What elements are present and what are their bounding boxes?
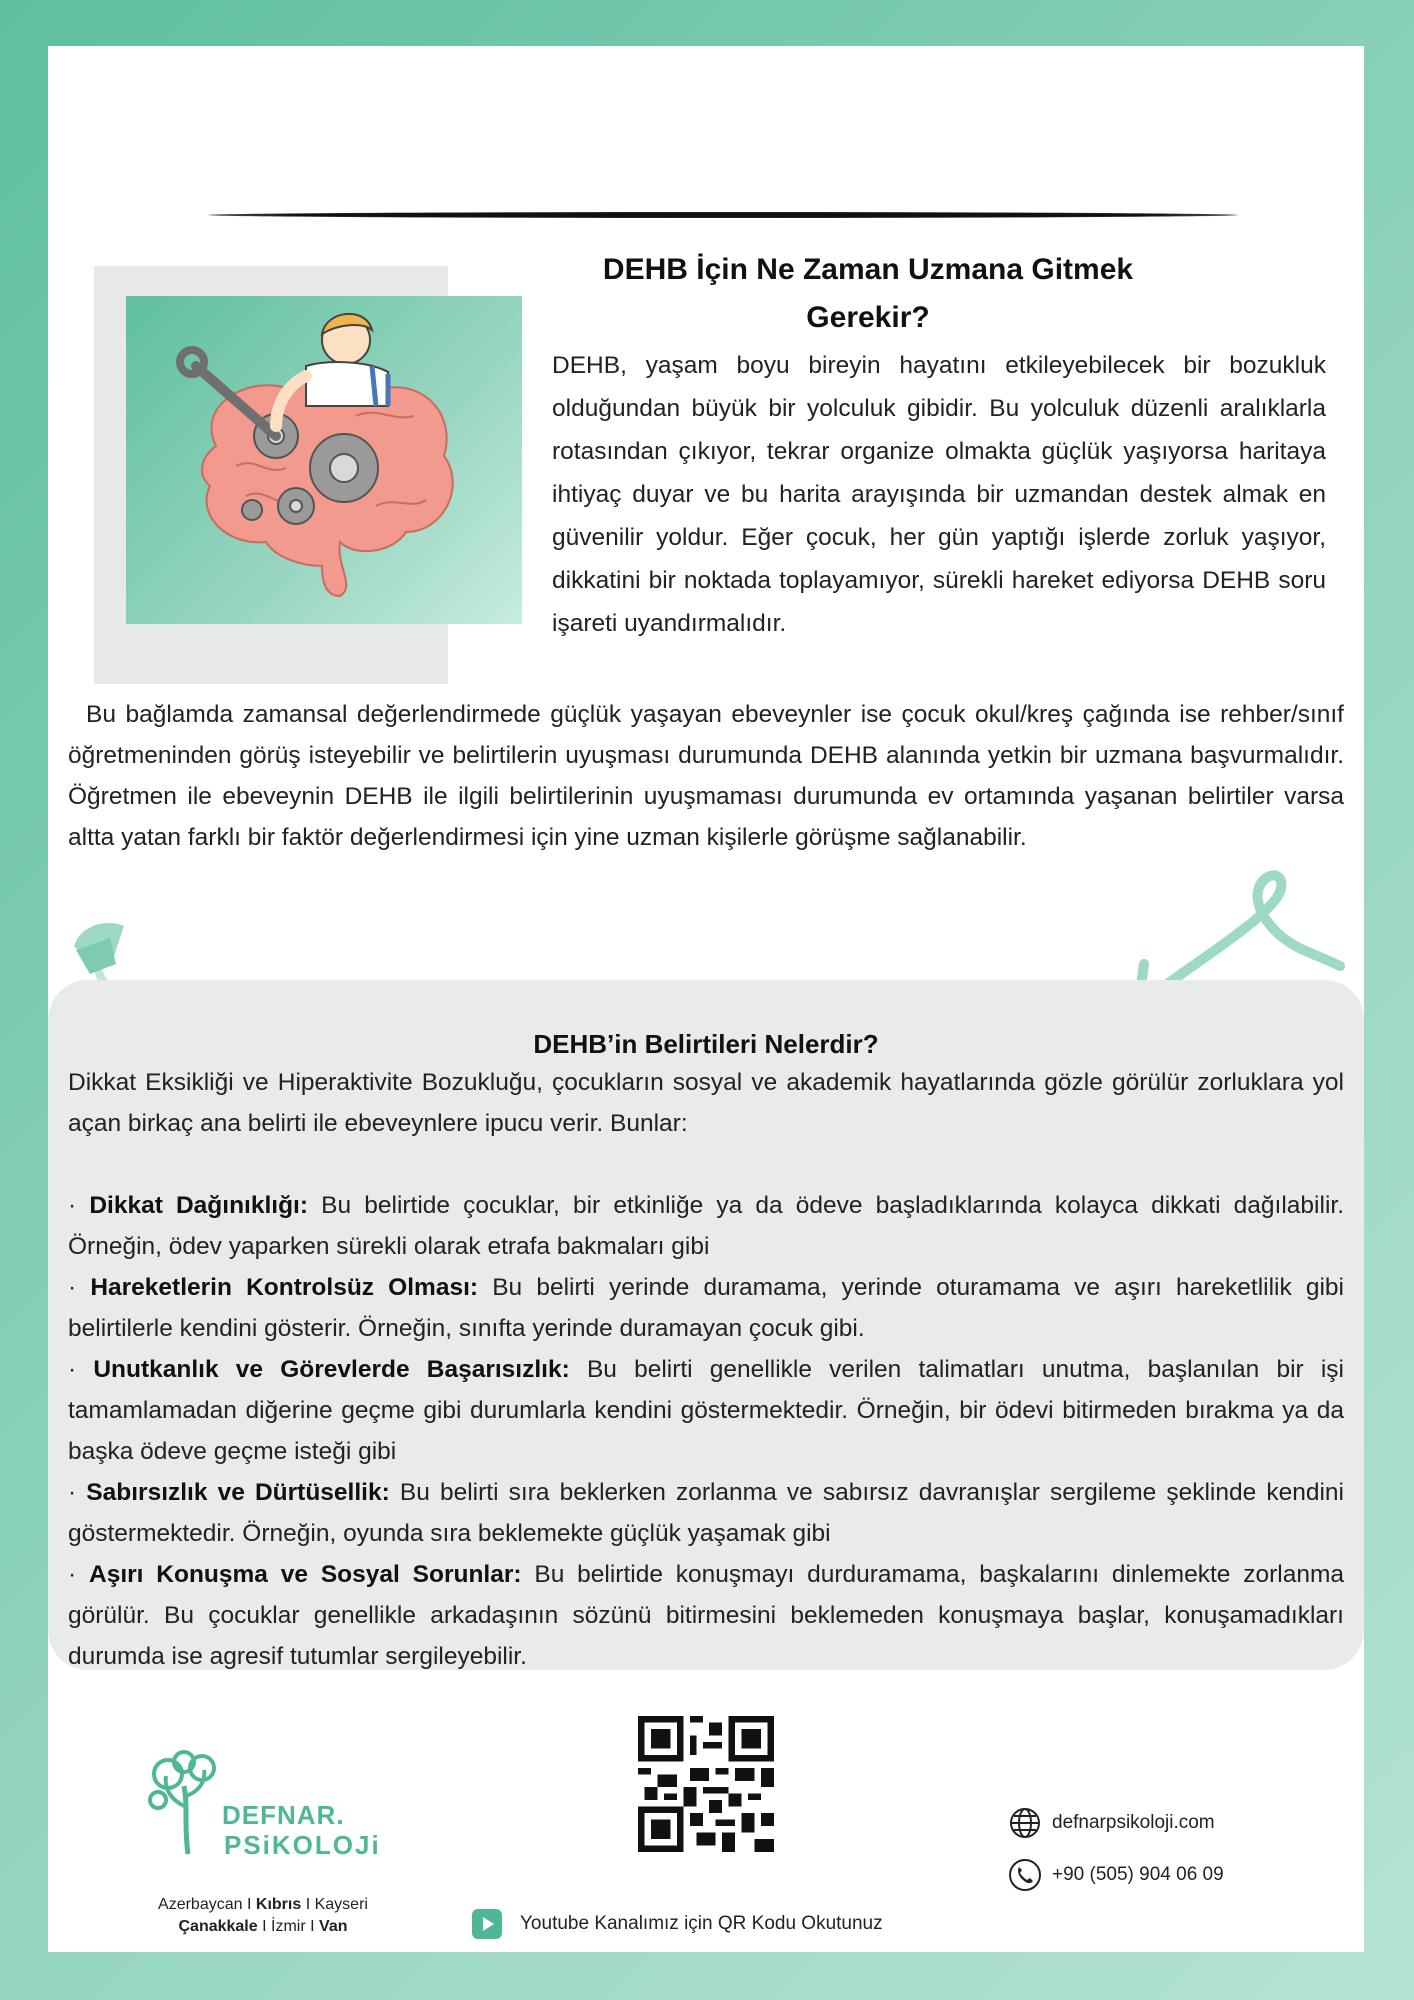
- symptom-label: Sabırsızlık ve Dürtüsellik:: [86, 1479, 390, 1506]
- symptom-item: [68, 1554, 1344, 1677]
- separator: I: [262, 1918, 267, 1935]
- symptom-text: Bu belirti sıra beklerken zorlanma ve sabırsız davranışlar sergileme şeklinde kendini göstermektedir. Örneğin, oyunda sıra beklemekte güçlük yaşamak gibi: [68, 1479, 1345, 1547]
- branch-cities: [118, 1894, 408, 1938]
- article-intro: DEHB, yaşam boyu bireyin hayatını etkileyebilecek bir bozukluk olduğundan büyük bir yolculuk gibidir. Bu yolculuk düzenli aralıklarla rotasından çıkıyor, tekrar organize olmakta güçlük yaşıyorsa haritaya ihtiyaç duyar ve bu harita arayışında bir uzmandan destek almak en güvenilir yoldur. Eğer çocuk, her gün yaptığı işlerde zorluk yaşıyor, dikkatini bir noktada toplayamıyor, sürekli hareket ediyorsa DEHB soru işareti uyandırmalıdır.: [552, 352, 1326, 637]
- tree-logo-icon: [144, 1746, 234, 1856]
- symptoms-intro: Dikkat Eksikliği ve Hiperaktivite Bozukluğu, çocukların sosyal ve akademik hayatlarında gözle görülür zorluklara yol açan birkaç ana belirti ile ebeveynlere ipucu verir. Bunlar:: [68, 1069, 1344, 1137]
- separator: I: [310, 1918, 315, 1935]
- city: Van: [319, 1918, 348, 1935]
- article-title: DEHB İçin Ne Zaman Uzmana Gitmek Gerekir?: [602, 253, 1134, 334]
- spacer: [68, 1144, 1344, 1185]
- symptom-text: Bu belirti yerinde duramama, yerinde oturamama ve aşırı hareketlilik gibi belirtilerle kendini gösterir. Örneğin, sınıfta yerinde duramayan çocuk gibi.: [68, 1274, 1345, 1342]
- symptoms-body: [68, 1062, 1344, 1677]
- top-divider: [208, 212, 1238, 218]
- logo-text: DEFNAR.: [222, 1800, 345, 1830]
- separator: I: [305, 1896, 311, 1913]
- bullet: ·: [68, 1561, 77, 1588]
- bullet: ·: [68, 1192, 77, 1219]
- article-paragraph: Bu bağlamda zamansal değerlendirmede güçlük yaşayan ebeveynler ise çocuk okul/kreş çağında ise rehber/sınıf öğretmeninden görüş isteyebilir ve belirtilerin uyuşması durumunda DEHB alanında yetkin bir uzmana başvurmalıdır. Öğretmen ile ebeveynin DEHB ile ilgili belirtilerinin uyuşmaması durumunda ev ortamında yaşanan belirtiler varsa altta yatan farklı bir faktör değerlendirmesi için yine uzman kişilerle görüşme sağlanabilir.: [68, 701, 1344, 851]
- globe-icon: [1008, 1806, 1042, 1840]
- flyer-page: [48, 46, 1364, 1952]
- symptom-text: Bu belirti genellikle verilen talimatları unutma, başlanılan bir işi tamamlamadan diğerine geçme gibi durumlarla kendini göstermektedir. Örneğin, bir ödevi bitirmeden bırakma ya da başka ödeve geçme isteği gibi: [68, 1356, 1344, 1465]
- qr-code[interactable]: [638, 1716, 774, 1852]
- symptom-label: Hareketlerin Kontrolsüz Olması:: [90, 1274, 479, 1301]
- symptom-item: [68, 1185, 1344, 1267]
- symptoms-title: DEHB’in Belirtileri Nelerdir?: [533, 1029, 879, 1059]
- cities-line-2: [118, 1916, 408, 1938]
- city: Azerbaycan: [158, 1896, 243, 1913]
- brain-illustration: [126, 296, 522, 624]
- city: Kayseri: [314, 1896, 368, 1913]
- phone-row[interactable]: [1008, 1858, 1224, 1892]
- youtube-row[interactable]: [472, 1906, 883, 1942]
- symptom-label: Aşırı Konuşma ve Sosyal Sorunlar:: [89, 1561, 522, 1588]
- symptom-item: [68, 1472, 1344, 1554]
- city: İzmir: [271, 1918, 306, 1935]
- symptom-text: Bu belirtide çocuklar, bir etkinliğe ya da ödeve başladıklarında kolayca dikkati dağılabilir. Örneğin, ödev yaparken sürekli olarak etrafa bakmaları gibi: [68, 1192, 1345, 1260]
- symptom-item: [68, 1267, 1344, 1349]
- website-row[interactable]: [1008, 1806, 1215, 1840]
- symptom-label: Unutkanlık ve Görevlerde Başarısızlık:: [93, 1356, 570, 1383]
- symptom-item: [68, 1349, 1344, 1472]
- phone-icon: [1008, 1858, 1042, 1892]
- symptom-text: Bu belirtide konuşmayı durduramama, başkalarını dinlemekte zorlanma görülür. Bu çocuklar genellikle arkadaşının sözünü bitirmesini beklemeden konuşmaya başlar, konuşamadıkları durumda ise agresif tutumlar sergileyebilir.: [68, 1561, 1344, 1670]
- cities-line-1: [118, 1894, 408, 1916]
- bullet: ·: [68, 1274, 77, 1301]
- city: Çanakkale: [178, 1918, 258, 1935]
- separator: I: [246, 1896, 252, 1913]
- logo-subtext: PSiKOLOJi: [224, 1830, 381, 1860]
- bullet: ·: [68, 1479, 77, 1506]
- phone-number[interactable]: +90 (505) 904 06 09: [1052, 1864, 1224, 1885]
- youtube-icon: [472, 1909, 502, 1939]
- city: Kıbrıs: [255, 1896, 302, 1913]
- website-link[interactable]: defnarpsikoloji.com: [1052, 1812, 1215, 1833]
- bullet: ·: [68, 1356, 77, 1383]
- youtube-text: Youtube Kanalımız için QR Kodu Okutunuz: [520, 1913, 883, 1934]
- symptom-label: Dikkat Dağınıklığı:: [89, 1192, 309, 1219]
